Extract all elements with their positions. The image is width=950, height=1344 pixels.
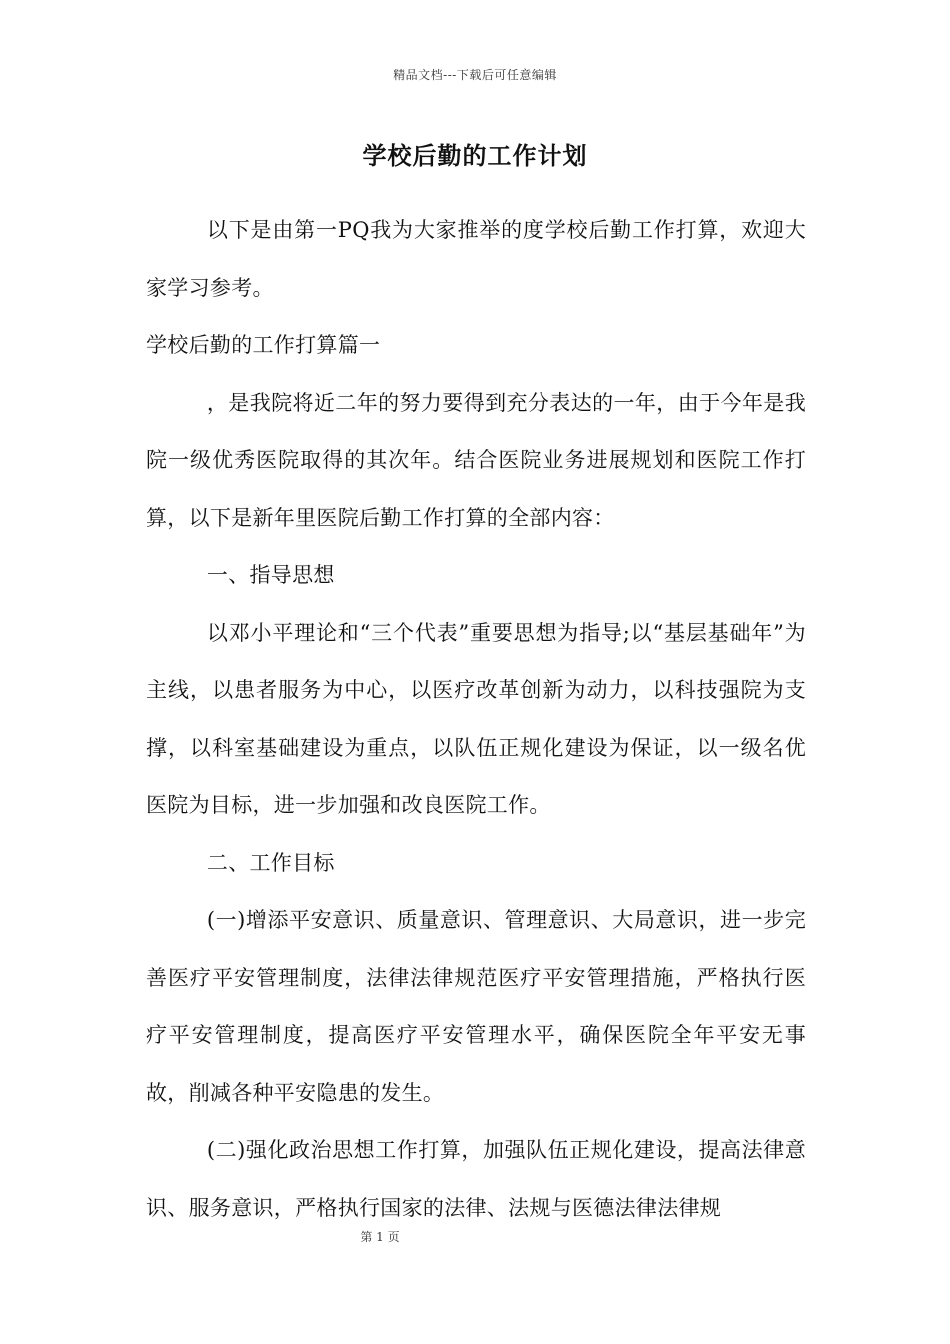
heading-work-goals: 二、工作目标	[206, 850, 335, 875]
goal-two-paragraph: (二)强化政治思想工作打算，加强队伍正规化建设，提高法律意识、服务意识，严格执行国家的法律、法规与医德法律法律规	[146, 1138, 806, 1220]
page-number: 第 1 页	[360, 1230, 400, 1244]
section-heading: 学校后勤的工作打算篇一	[146, 333, 381, 357]
heading-guiding-ideology: 一、指导思想	[206, 563, 335, 587]
document-body	[146, 202, 806, 1237]
document-title: 学校后勤的工作计划	[362, 141, 588, 170]
header-note: 精品文档---下载后可任意编辑	[393, 68, 557, 82]
intro-paragraph: 以下是由第一PQ我为大家推举的度学校后勤工作打算，欢迎大家学习参考。	[146, 218, 806, 300]
overview-paragraph: ，是我院将近二年的努力要得到充分表达的一年，由于今年是我院一级优秀医院取得的其次年。结合医院业务进展规划和医院工作打算，以下是新年里医院后勤工作打算的全部内容：	[146, 390, 806, 530]
goal-one-paragraph: (一)增添平安意识、质量意识、管理意识、大局意识，进一步完善医疗平安管理制度，法律法律规范医疗平安管理措施，严格执行医疗平安管理制度，提高医疗平安管理水平，确保医院全年平安无事故，削减各种平安隐患的发生。	[146, 908, 806, 1105]
guiding-ideology-paragraph: 以邓小平理论和“三个代表”重要思想为指导;以“基层基础年”为主线，以患者服务为中心，以医疗改革创新为动力，以科技强院为支撑，以科室基础建设为重点，以队伍正规化建设为保证，以一级名优医院为目标，进一步加强和改良医院工作。	[146, 620, 806, 817]
